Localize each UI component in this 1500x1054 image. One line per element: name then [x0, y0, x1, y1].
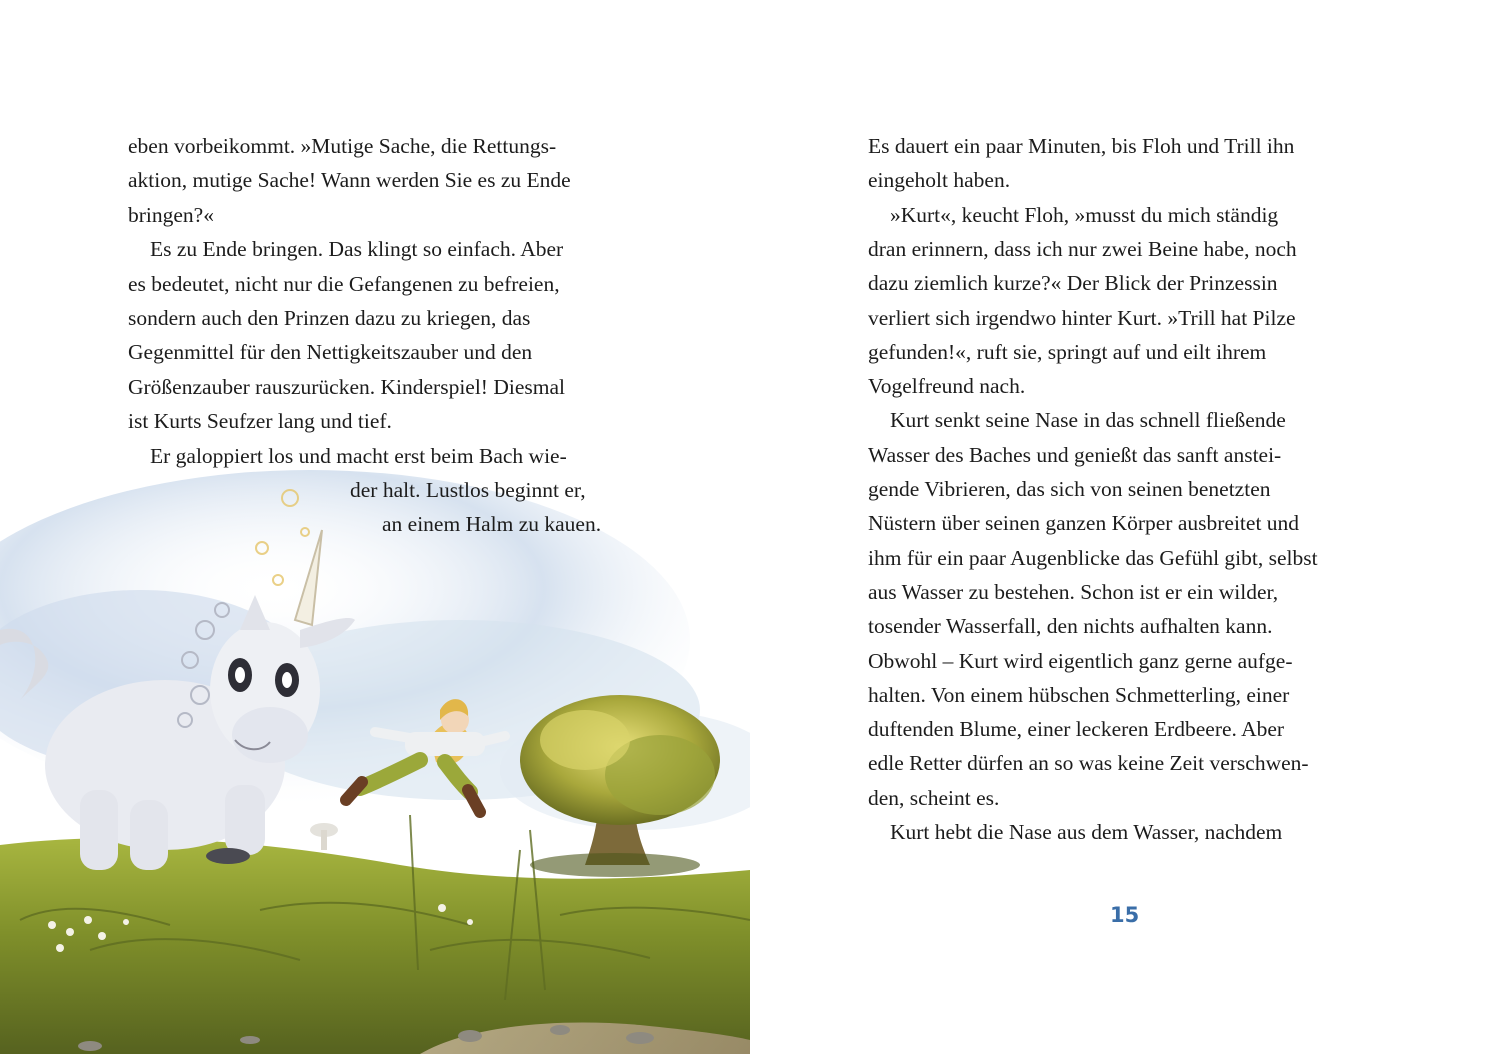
text-line: Gegenmittel für den Nettigkeitszauber und den	[128, 340, 533, 365]
text-line: duftenden Blume, einer leckeren Erdbeere. Aber	[868, 717, 1285, 742]
text-line: edle Retter dürfen an so was keine Zeit verschwen-	[868, 751, 1309, 776]
text-line: Kurt senkt seine Nase in das schnell fließende	[890, 408, 1286, 433]
text-line: sondern auch den Prinzen dazu zu kriegen, das	[128, 306, 531, 330]
text-line: aus Wasser zu bestehen. Schon ist er ein wilder,	[868, 579, 1279, 604]
text-line: dran erinnern, dass ich nur zwei Beine habe, noch	[868, 236, 1297, 261]
text-line: es bedeutet, nicht nur die Gefangenen zu befreien,	[128, 271, 560, 296]
text-line: halten. Von einem hübschen Schmetterling, einer	[868, 682, 1290, 707]
text-line: eingeholt haben.	[868, 168, 1011, 193]
right-page	[750, 0, 1500, 1054]
tree	[520, 695, 720, 877]
text-line: dazu ziemlich kurze?« Der Blick der Prinzessin	[868, 271, 1278, 296]
text-line: Vogelfreund nach.	[868, 374, 1026, 399]
text-line: gende Vibrieren, das sich von seinen benetzten	[868, 477, 1271, 501]
text-line: an einem Halm zu kauen.	[382, 512, 602, 537]
mushrooms	[310, 823, 338, 850]
text-line: Es dauert ein paar Minuten, bis Floh und Trill ihn	[868, 134, 1295, 158]
text-line: Es zu Ende bringen. Das klingt so einfach. Aber	[150, 237, 564, 262]
text-line: den, scheint es.	[868, 785, 1000, 810]
text-line: Wasser des Baches und genießt das sanft anstei-	[868, 442, 1282, 467]
text-line: Kurt hebt die Nase aus dem Wasser, nachdem	[890, 820, 1283, 844]
text-line: bringen?«	[128, 202, 214, 227]
text-line: verliert sich irgendwo hinter Kurt. »Trill hat Pilze	[868, 305, 1296, 330]
text-line: Obwohl – Kurt wird eigentlich ganz gerne aufge-	[868, 648, 1293, 673]
text-line: Größenzauber rauszurücken. Kinderspiel! Diesmal	[128, 374, 565, 399]
text-line: eben vorbeikommt. »Mutige Sache, die Rettungs-	[128, 134, 557, 158]
text-line: Er galoppiert los und macht erst beim Bach wie-	[150, 443, 567, 468]
text-line: ist Kurts Seufzer lang und tief.	[128, 409, 392, 434]
meadow-illustration	[0, 470, 750, 1054]
text-line: der halt. Lustlos beginnt er,	[350, 478, 586, 502]
text-line: gefunden!«, ruft sie, springt auf und eilt ihrem	[868, 339, 1267, 364]
text-line: tosender Wasserfall, den nichts aufhalten kann.	[868, 614, 1273, 639]
page-number: 15	[1110, 903, 1140, 927]
text-line: aktion, mutige Sache! Wann werden Sie es zu Ende	[128, 168, 571, 193]
text-line: ihm für ein paar Augenblicke das Gefühl gibt, selbst	[868, 545, 1318, 570]
text-line: Nüstern über seinen ganzen Körper ausbreitet und	[868, 511, 1300, 536]
text-line: »Kurt«, keucht Floh, »musst du mich ständig	[890, 202, 1279, 227]
